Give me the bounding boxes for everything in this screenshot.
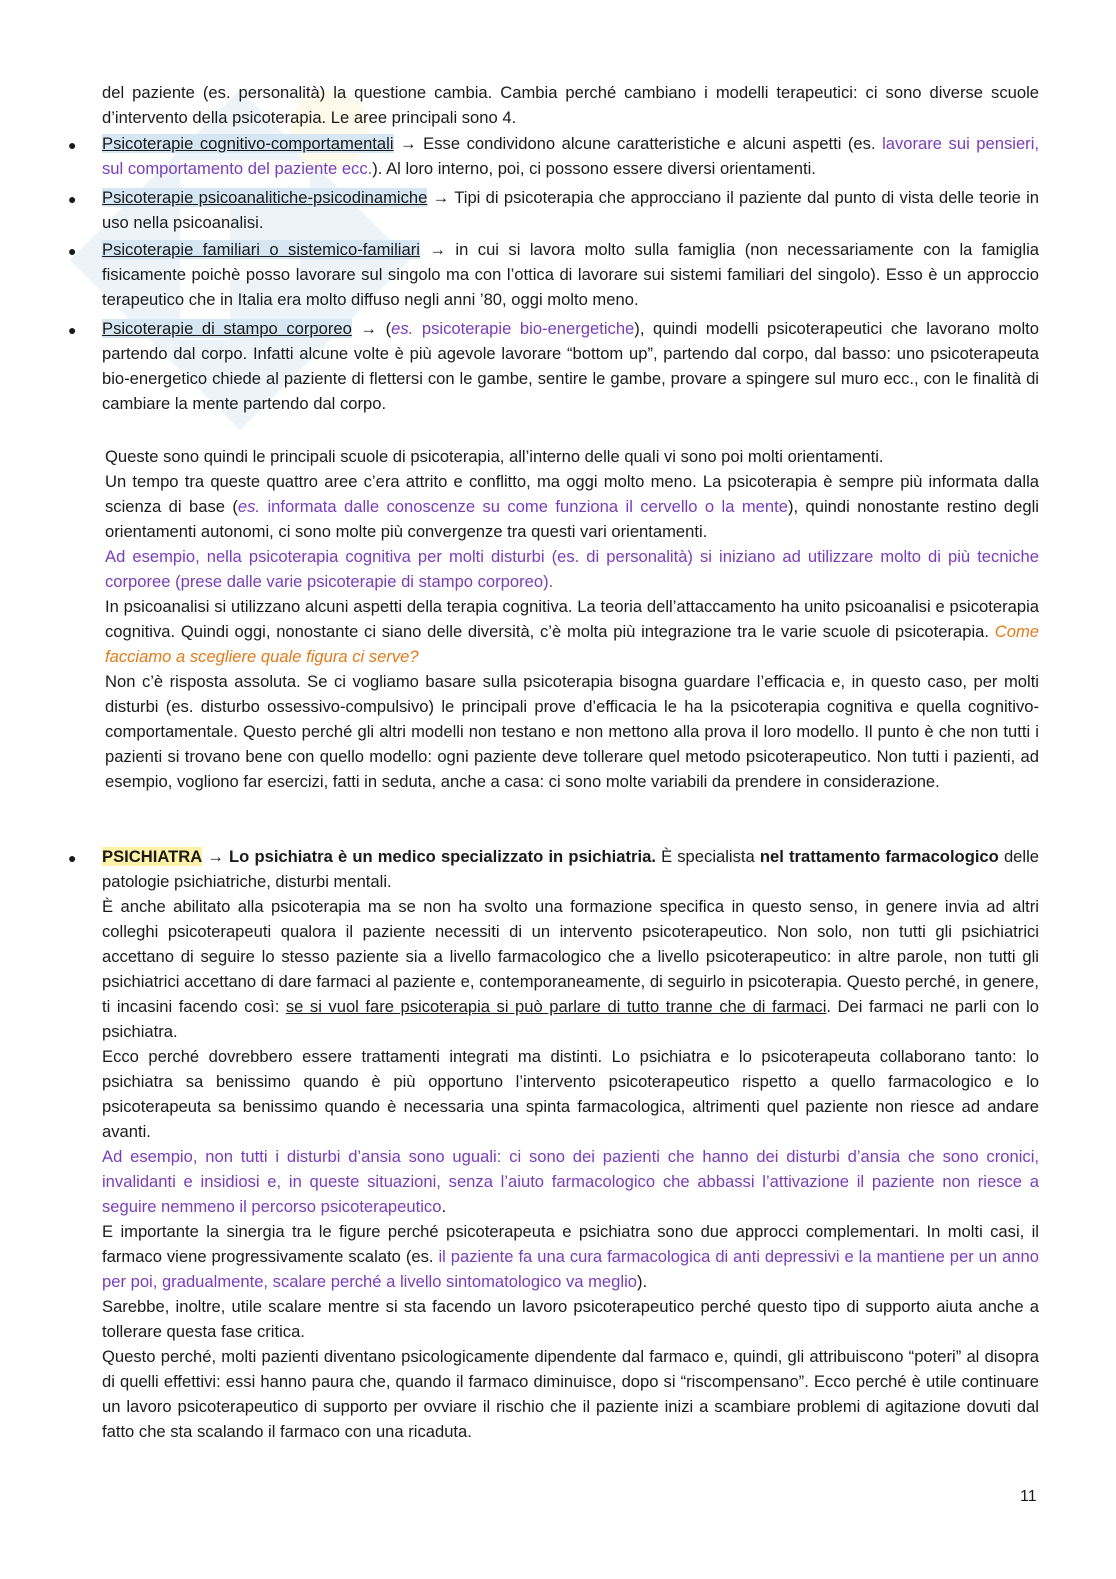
arrow-icon: → <box>427 188 455 207</box>
psichiatra-collaborazione: Ecco perché dovrebbero essere trattamenti integrati ma distinti. Lo psichiatra e lo psicoterapeuta collaborano tanto: lo psichiatra sa benissimo quando è più opportuno l’intervento psicoterapeutico rispetto a quello farmacologico e lo psicoterapeuta sa benissimo quando è necessaria una spinta farmacologica, altrimenti quel paziente non riesce ad andare avanti. <box>102 1047 1039 1141</box>
psichiatra-dipendenza: Questo perché, molti pazienti diventano psicologicamente dipendente dal farmaco e, quindi, gli attribuiscono “poteri” al disopra di quelli effettivi: essi hanno paura che, quando il farmaco diminuisce, dopo si “riscompensano”. Ecco perché è utile continuare un lavoro psicoterapeutico di supporto per ovviare il rischio che il paziente inizi a scambiare problemi di agitazione dovuti dal fatto che sta scalando il farmaco con una ricaduta. <box>102 1347 1039 1441</box>
bullet-title: Psicoterapie cognitivo-comportamentali <box>102 134 394 153</box>
text-example: informata dalle conoscenze su come funziona il cervello o la mente <box>260 497 788 516</box>
text: Un tempo tra queste quattro aree c’era attrito e conflitto, ma oggi molto meno. La psicoterapia è sempre più informata dalla scienza di base ( <box>105 472 1039 516</box>
arrow-icon: → <box>419 240 456 259</box>
question: Come facciamo a scegliere quale figura ci serve? <box>105 622 1039 666</box>
bullet-title: Psicoterapie familiari o sistemico-familiari <box>102 240 420 259</box>
bullet-text: in cui si lavora molto sulla famiglia (non necessariamente con la famiglia fisicamente poichè posso lavorare sul singolo ma con l’ottica di lavorare sui sistemi familiari del singolo). Esso è un approccio terapeutico che in Italia era molto diffuso negli anni ’80, oggi molto meno. <box>102 240 1039 309</box>
text-example: il paziente fa una cura farmacologica di anti depressivi e la mantiene per un anno per poi, gradualmente, scalare perché a livello sintomatologico va meglio <box>102 1247 1039 1291</box>
text-bold: Lo psichiatra è un medico specializzato in psichiatria. <box>229 847 656 866</box>
intro-paragraph <box>102 80 1039 130</box>
schools-example: Ad esempio, nella psicoterapia cognitiva per molti disturbi (es. di personalità) si iniziano ad utilizzare molto di più tecniche corporee (prese dalle varie psicoterapie di stampo corporeo). <box>105 547 1039 591</box>
psichiatra-scalare: Sarebbe, inoltre, utile scalare mentre si sta facendo un lavoro psicoterapeutico perché questo tipo di supporto aiuta anche a tollerare questa fase critica. <box>102 1297 1039 1341</box>
page-number: 11 <box>1020 1488 1037 1505</box>
psichiatra-sinergia <box>102 1219 1039 1294</box>
text: In psicoanalisi si utilizzano alcuni aspetti della terapia cognitiva. La teoria dell’attaccamento ha unito psicoanalisi e psicoterapia cognitiva. Quindi oggi, nonostante ci siano delle diversità, c’è molta più integrazione tra le varie scuole di psicoterapia. <box>105 597 1039 641</box>
psichiatra-section <box>102 844 1039 1444</box>
bullet-dot: ● <box>68 850 77 866</box>
text: È anche abilitato alla psicoterapia ma se non ha svolto una formazione specifica in questo senso, in genere invia ad altri colleghi psicoterapeuti qualora il paziente necessiti di un intervento psicoterapeutico. Non solo, non tutti gli psichiatrici accettano di seguire lo stesso paziente sia a livello farmacologico che a livello psicoterapeutico: in altre parole, non tutti gli psichiatrici accettano di dare farmaci al paziente e, contemporaneamente, di seguirlo in psicoterapia. Questo perché, in genere, ti incasini facendo così: <box>102 897 1039 1016</box>
psichiatra-definition <box>102 844 1039 894</box>
text-underlined: se si vuol fare psicoterapia si può parlare di tutto tranne che di farmaci <box>285 997 827 1016</box>
bullet-title: Psicoterapie di stampo corporeo <box>102 319 352 338</box>
intro-text: del paziente (es. personalità) la questione cambia. Cambia perché cambiano i modelli terapeutici: ci sono diverse scuole d’intervento della psicoterapia. Le aree principali sono 4. <box>102 83 1039 127</box>
bullet-title: PSICHIATRA <box>102 847 203 866</box>
schools-answer: Non c’è risposta assoluta. Se ci vogliamo basare sulla psicoterapia bisogna guardare l’efficacia e, in questo caso, per molti disturbi (es. disturbo ossessivo-compulsivo) le principali prove d’efficacia le ha la psicoterapia cognitiva e quella cognitivo-comportamentale. Questo perché gli altri modelli non testano e non mettono alla prova il loro modello. Il punto è che non tutti i pazienti si trovano bene con quello modello: ogni paziente deve tollerare quel metodo psicoterapeutico. Non tutti i pazienti, ad esempio, vogliono far esercizi, fatti in seduta, anche a casa: ci sono molte variabili da prendere in considerazione. <box>105 672 1039 791</box>
bullet-dot: ● <box>68 137 77 153</box>
bullet-es: es. <box>391 319 414 338</box>
psichiatra-example-ansia <box>102 1144 1039 1219</box>
bullet-dot: ● <box>68 243 77 259</box>
bullet-psicoanalitiche <box>102 185 1039 235</box>
arrow-icon: → <box>393 134 424 153</box>
arrow-icon: → <box>351 319 386 338</box>
text-bold: nel trattamento farmacologico <box>759 847 999 866</box>
bullet-dot: ● <box>68 191 77 207</box>
psichiatra-psicoterapia <box>102 894 1039 1044</box>
bullet-example: lavorare sui pensieri, sul comportamento del paziente ecc. <box>102 134 1039 178</box>
schools-summary: Queste sono quindi le principali scuole di psicoterapia, all’interno delle quali vi sono poi molti orientamenti. <box>105 447 884 466</box>
text: delle patologie psichiatriche, disturbi mentali. <box>102 847 1040 891</box>
schools-integration <box>105 594 1039 669</box>
bullet-text: Esse condividono alcune caratteristiche e alcuni aspetti (es. <box>423 134 883 153</box>
bullet-familiari <box>102 237 1039 312</box>
text: . <box>441 1197 447 1216</box>
bullet-cognitivo-comportamentali <box>102 131 1039 181</box>
text: E importante la sinergia tra le figure perché psicoterapeuta e psichiatra sono due approcci complementari. In molti casi, il farmaco viene progressivamente scalato (es. <box>102 1222 1039 1266</box>
schools-convergence <box>105 469 1039 544</box>
bullet-dot: ● <box>68 322 77 338</box>
text: È specialista <box>655 847 760 866</box>
bullet-text: Tipi di psicoterapia che approcciano il paziente dal punto di vista delle teorie in uso nella psicoanalisi. <box>102 188 1040 232</box>
text-example: Ad esempio, non tutti i disturbi d’ansia sono uguali: ci sono dei pazienti che hanno dei disturbi d’ansia che sono cronici, invalidanti e insidiosi e, in queste situazioni, senza l’aiuto farmacologico che abbassi l’attivazione il paziente non riesce a seguire nemmeno il percorso psicoterapeutico <box>102 1147 1039 1216</box>
arrow-icon: → <box>202 847 230 866</box>
bullet-text: ). Al loro interno, poi, ci possono essere diversi orientamenti. <box>372 159 816 178</box>
schools-section <box>105 444 1039 794</box>
bullet-title: Psicoterapie psicoanalitiche-psicodinamiche <box>102 188 428 207</box>
bullet-text: ( <box>385 319 392 338</box>
text: ). <box>636 1272 648 1291</box>
bullet-text: ), quindi modelli psicoterapeutici che lavorano molto partendo dal corpo. Infatti alcune volte è più agevole lavorare “bottom up”, partendo dal corpo, dal basso: uno psicoterapeuta bio-energetico chiede al paziente di flettersi con le gambe, sentire le gambe, provare a spingere sul muro ecc., con le finalità di cambiare la mente partendo dal corpo. <box>102 319 1040 413</box>
text-es: es. <box>237 497 261 516</box>
bullet-example: psicoterapie bio-energetiche <box>413 319 635 338</box>
text: . Dei farmaci ne parli con lo psichiatra. <box>102 997 1039 1041</box>
bullet-corporeo <box>102 316 1039 416</box>
text: ), quindi nonostante restino degli orientamenti autonomi, ci sono molte più convergenze tra questi vari orientamenti. <box>105 497 1039 541</box>
